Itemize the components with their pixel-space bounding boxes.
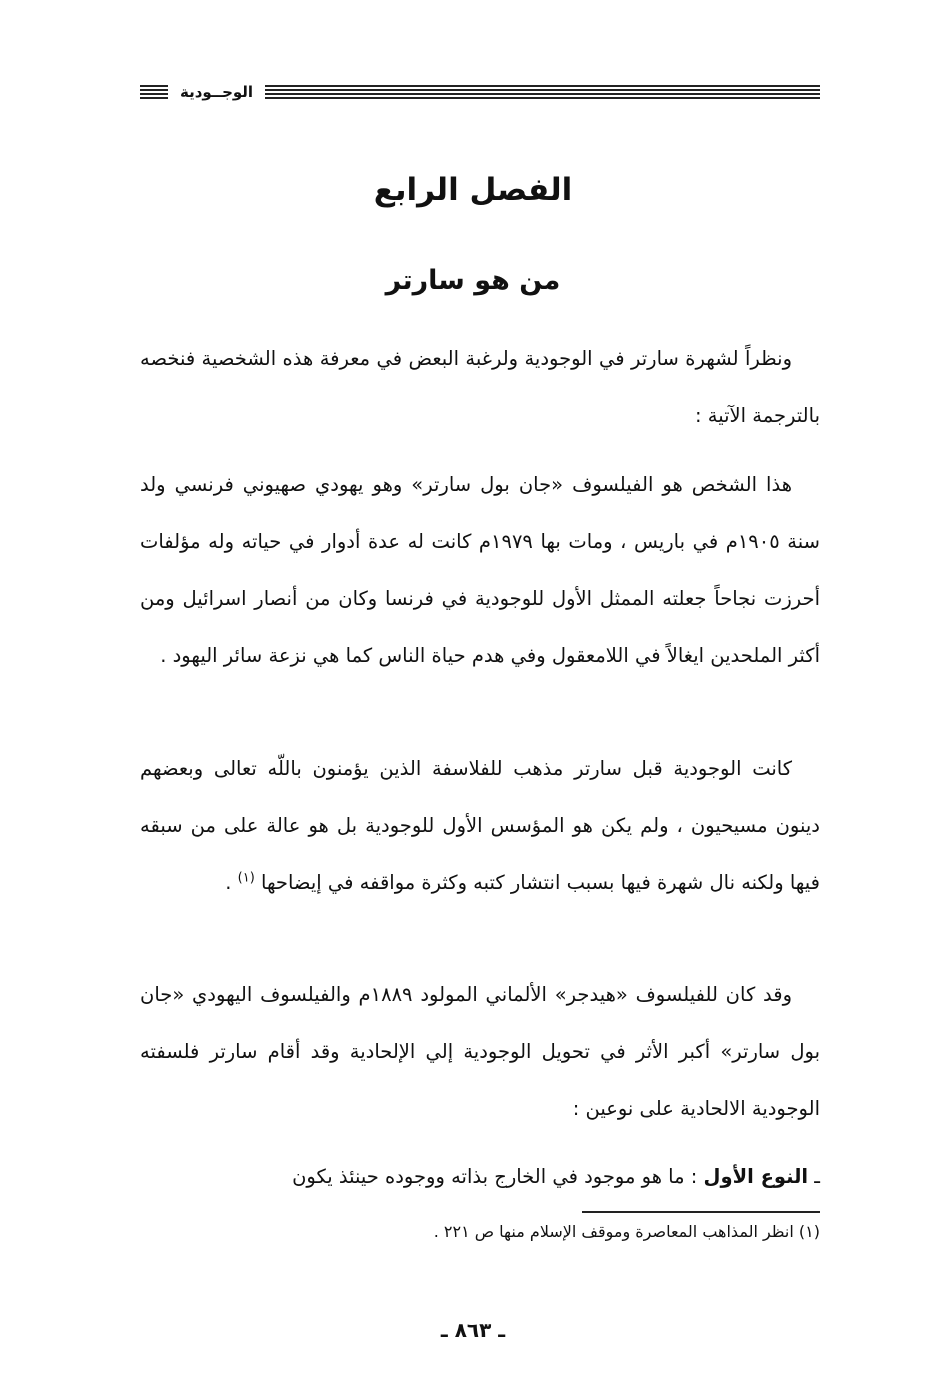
chapter-title: الفصل الرابع <box>373 172 573 208</box>
paragraph-2: هذا الشخص هو الفيلسوف «جان بول سارتر» وهو يهودي صهيوني فرنسي ولد سنة ١٩٠٥م في باريس ، ومات بها ١٩٧٩م كانت له عدة أدوار في حياته وله مؤلفات أحرزت نجاحاً جعلته الممثل الأول للوجودية في فرنسا وكان من أنصار اسرائيل ومن أكثر الملحدين ايغالاً في اللامعقول وفي هدم حياة الناس كما هي نزعة سائر اليهود . <box>140 473 820 667</box>
running-header <box>140 80 820 104</box>
page-number: ـ ٨٦٣ ـ <box>440 1318 506 1342</box>
paragraph-4: وقد كان للفيلسوف «هيدجر» الألماني المولود ١٨٨٩م والفيلسوف اليهودي «جان بول سارتر» أكبر الأثر في تحويل الوجودية إلي الإلحادية وقد أقام سارتر فلسفته الوجودية الالحادية على نوعين : <box>140 983 820 1120</box>
header-rule-long <box>265 85 820 99</box>
footnote: (١) انظر المذاهب المعاصرة وموقف الإسلام منها ص ٢٢١ . <box>433 1222 820 1241</box>
running-title: الوجــودية <box>180 83 254 101</box>
paragraph-1: ونظراً لشهرة سارتر في الوجودية ولرغبة البعض في معرفة هذه الشخصية فنخصه بالترجمة الآتية : <box>140 347 820 427</box>
footnote-separator <box>582 1211 820 1213</box>
bold-term: النوع الأول <box>703 1165 809 1188</box>
section-title: من هو سارتر <box>385 265 561 296</box>
footnote-reference: (١) <box>237 870 255 886</box>
header-rule-short <box>140 85 168 99</box>
paragraph-5: ـ النوع الأول : ما هو موجود في الخارج بذاته ووجوده حينئذ يكون <box>292 1165 820 1188</box>
paragraph-3: كانت الوجودية قبل سارتر مذهب للفلاسفة الذين يؤمنون باللّه تعالى وبعضهم دينون مسيحيون ، ولم يكن هو المؤسس الأول للوجودية بل هو عالة على من سبقه فيها ولكنه نال شهرة فيها بسبب انتشار كتبه وكثرة مواقفه في إيضاحها $^{(١)}$ . <box>140 757 820 894</box>
